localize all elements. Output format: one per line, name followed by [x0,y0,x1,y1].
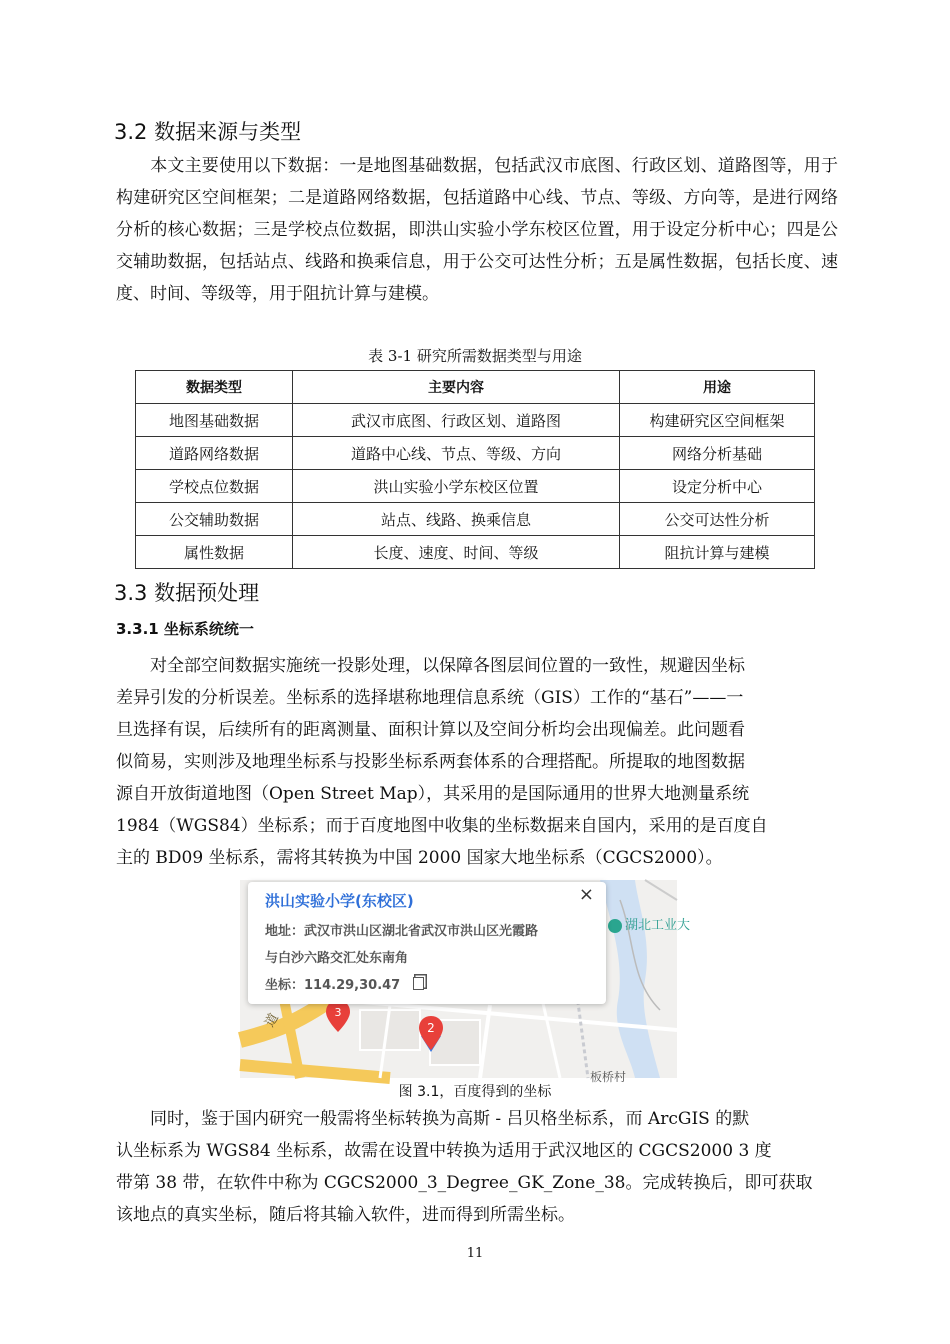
poi-address-line1: 地址：武汉市洪山区湖北省武汉市洪山区光霞路 [265,924,539,939]
table-cell: 学校点位数据 [136,470,293,503]
paragraph-line: 主的 BD09 坐标系，需将其转换为中国 2000 国家大地坐标系（CGCS2000）。 [116,848,723,868]
table-cell: 地图基础数据 [136,404,293,437]
table-header-cell: 数据类型 [136,371,293,404]
table-cell: 公交可达性分析 [620,503,815,536]
poi-title: 洪山实验小学(东校区) [265,892,414,910]
table-cell: 阻抗计算与建模 [620,536,815,569]
section-3-2-paragraph [116,150,838,310]
map-marker-icon[interactable] [326,1000,350,1032]
paragraph-line: 似简易，实则涉及地理坐标系与投影坐标系两套体系的合理搭配。所提取的地图数据 [116,752,745,772]
table-cell: 道路中心线、节点、等级、方向 [293,437,620,470]
close-icon[interactable]: × [578,884,594,905]
poi-icon [608,919,622,933]
table-header-row [136,371,815,404]
table-cell: 站点、线路、换乘信息 [293,503,620,536]
poi-info-card [248,882,606,1004]
table-cell: 道路网络数据 [136,437,293,470]
poi-address-line2: 与白沙六路交汇处东南角 [265,951,409,966]
map-label-poi: 湖北工业大 [608,914,690,933]
paragraph-line: 旦选择有误，后续所有的距离测量、面积计算以及空间分析均会出现偏差。此问题看 [116,720,745,740]
table-cell: 洪山实验小学东校区位置 [293,470,620,503]
marker-label: 2 [427,1021,435,1035]
map-screenshot [240,880,691,1084]
section-3-2-text: 本文主要使用以下数据：一是地图基础数据，包括武汉市底图、行政区划、道路图等，用于构建研究区空间框架；二是道路网络数据，包括道路中心线、节点、等级、方向等，是进行网络分析的核心数据；三是学校点位数据，即洪山实验小学东校区位置，用于设定分析中心；四是公交辅助数据，包括站点、线路和换乘信息，用于公交可达性分析；五是属性数据，包括长度、速度、时间、等级等，用于阻抗计算与建模。 [116,156,838,304]
paragraph-line: 带第 38 带，在软件中称为 CGCS2000_3_Degree_GK_Zone_38。完成转换后，即可获取 [116,1173,813,1193]
paragraph-line: 对全部空间数据实施统一投影处理，以保障各图层间位置的一致性，规避因坐标 [150,656,745,676]
table-row [136,536,815,569]
closing-paragraph [116,1103,838,1231]
map-label-road: 道 [262,1011,282,1030]
copy-icon[interactable] [413,977,424,990]
table-cell: 公交辅助数据 [136,503,293,536]
poi-coordinate [265,974,424,993]
paragraph-line: 源自开放街道地图（Open Street Map），其采用的是国际通用的世界大地测量系统 [116,784,750,804]
page-number: 11 [466,1246,484,1261]
table-cell: 网络分析基础 [620,437,815,470]
section-3-3-1-paragraph [116,650,838,874]
paragraph-line: 同时，鉴于国内研究一般需将坐标转换为高斯 - 吕贝格坐标系，而 ArcGIS 的默 [150,1109,750,1129]
table-row [136,437,815,470]
map-label-village: 板桥村 [590,1070,627,1084]
poi-coordinate-text: 坐标：114.29,30.47 [265,978,401,993]
table-header-cell: 主要内容 [293,371,620,404]
table-header-cell: 用途 [620,371,815,404]
table-row [136,404,815,437]
paragraph-line: 该地点的真实坐标，随后将其输入软件，进而得到所需坐标。 [116,1205,575,1225]
table-row [136,503,815,536]
table-cell: 设定分析中心 [620,470,815,503]
paragraph-line: 1984（WGS84）坐标系；而于百度地图中收集的坐标数据来自国内，采用的是百度自 [116,816,768,836]
section-3-2-title: 3.2 数据来源与类型 [114,120,302,144]
paragraph-line: 差异引发的分析误差。坐标系的选择堪称地理信息系统（GIS）工作的“基石”——一 [116,688,744,708]
marker-label: 3 [334,1006,342,1019]
table-cell: 武汉市底图、行政区划、道路图 [293,404,620,437]
table-3-1 [135,370,815,569]
section-3-3-title: 3.3 数据预处理 [114,581,260,605]
table-cell: 构建研究区空间框架 [620,404,815,437]
figure-3-1-caption: 图 3.1，百度得到的坐标 [398,1084,552,1100]
section-3-3-1-title: 3.3.1 坐标系统统一 [116,620,254,638]
map-marker-selected-icon[interactable] [418,1016,444,1052]
table-cell: 属性数据 [136,536,293,569]
table-3-1-caption: 表 3-1 研究所需数据类型与用途 [368,347,582,365]
table-row [136,470,815,503]
paragraph-line: 认坐标系为 WGS84 坐标系，故需在设置中转换为适用于武汉地区的 CGCS2000 3 度 [116,1141,772,1161]
table-cell: 长度、速度、时间、等级 [293,536,620,569]
